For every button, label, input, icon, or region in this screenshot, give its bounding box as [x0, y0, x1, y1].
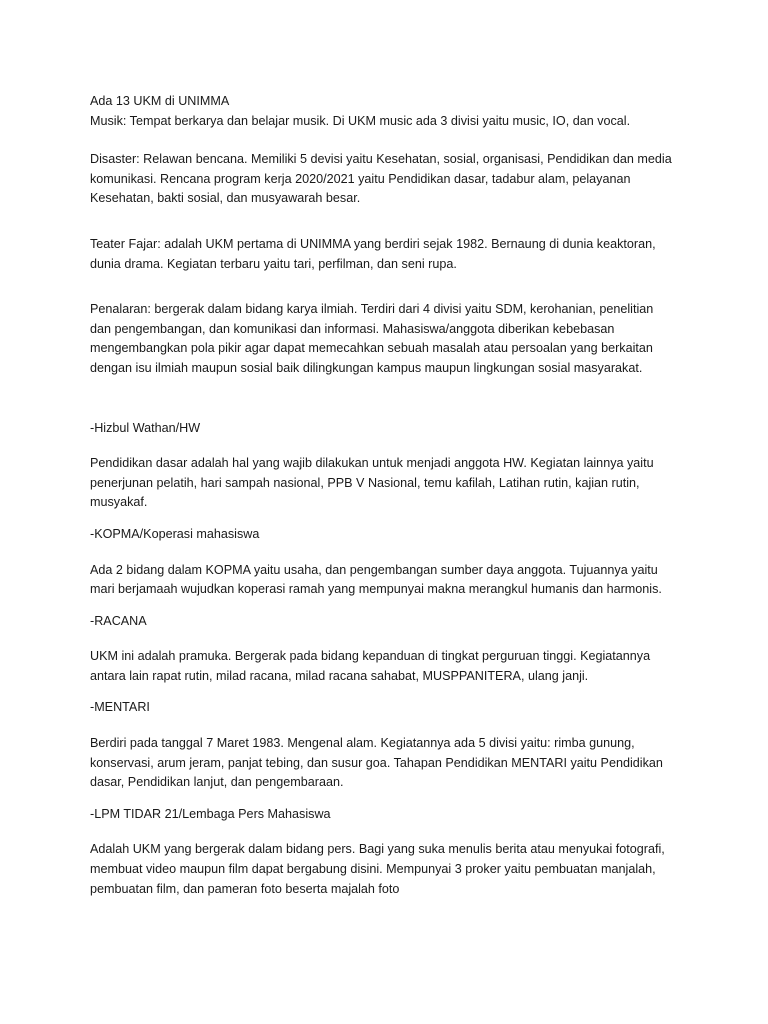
penalaran-paragraph — [90, 300, 682, 378]
paragraph-line: antara lain rapat rutin, milad racana, milad racana sahabat, MUSPPANITERA, ulang janji. — [90, 668, 589, 683]
paragraph-line: penerjunan pelatih, hari sampah nasional, PPB V Nasional, temu kafilah, Latihan rutin, kajian rutin, — [90, 475, 640, 490]
teater-paragraph — [90, 235, 682, 274]
lpm-section — [90, 805, 682, 899]
paragraph-line: Berdiri pada tanggal 7 Maret 1983. Mengenal alam. Kegiatannya ada 5 divisi yaitu: rimba gunung, — [90, 736, 635, 751]
paragraph-line: membuat video maupun film dapat bergabung disini. Mempunyai 3 proker yaitu pembuatan manjalah, — [90, 862, 656, 877]
section-heading-kopma: -KOPMA/Koperasi mahasiswa — [90, 526, 260, 541]
paragraph-line: pembuatan film, dan pameran foto beserta majalah foto — [90, 881, 400, 896]
paragraph-line: Adalah UKM yang bergerak dalam bidang pers. Bagi yang suka menulis berita atau menyukai fotografi, — [90, 842, 665, 857]
hw-section — [90, 419, 682, 513]
paragraph-line: konservasi, arum jeram, panjat tebing, dan susur goa. Tahapan Pendidikan MENTARI yaitu Pendidikan — [90, 755, 663, 770]
paragraph-line: Penalaran: bergerak dalam bidang karya ilmiah. Terdiri dari 4 divisi yaitu SDM, kerohanian, penelitian — [90, 302, 654, 317]
document-title: Ada 13 UKM di UNIMMA — [90, 94, 230, 108]
section-heading-mentari: -MENTARI — [90, 700, 150, 715]
paragraph-line: komunikasi. Rencana program kerja 2020/2021 yaitu Pendidikan dasar, tadabur alam, pelayanan — [90, 171, 631, 186]
kopma-section — [90, 525, 682, 600]
section-heading-lpm: -LPM TIDAR 21/Lembaga Pers Mahasiswa — [90, 806, 331, 821]
paragraph-line: dasar, Pendidikan lanjut, dan pengembaraan. — [90, 775, 344, 790]
paragraph-line: Teater Fajar: adalah UKM pertama di UNIMMA yang berdiri sejak 1982. Bernaung di dunia keaktoran, — [90, 236, 656, 251]
paragraph-line: dan pengembangan, dan komunikasi dan informasi. Mahasiswa/anggota diberikan kebebasan — [90, 321, 615, 336]
paragraph-line: dengan isu ilmiah maupun sosial baik dilingkungan kampus maupun lingkungan sosial masyarakat. — [90, 360, 643, 375]
paragraph-line: musyakaf. — [90, 495, 148, 510]
section-heading-racana: -RACANA — [90, 613, 147, 628]
paragraph-line: mari berjamaah wujudkan koperasi ramah yang mempunyai makna merangkul humanis dan harmonis. — [90, 582, 662, 597]
section-heading-hw: -Hizbul Wathan/HW — [90, 420, 201, 435]
intro-paragraph — [90, 92, 682, 131]
musik-text: Musik: Tempat berkarya dan belajar musik. Di UKM music ada 3 divisi yaitu music, IO, dan vocal. — [90, 113, 631, 128]
racana-section — [90, 612, 682, 687]
paragraph-line: mengembangkan pola pikir agar dapat memecahkan sebuah masalah atau persoalan yang berkaitan — [90, 341, 653, 356]
paragraph-line: Ada 2 bidang dalam KOPMA yaitu usaha, dan pengembangan sumber daya anggota. Tujuannya yaitu — [90, 562, 658, 577]
paragraph-line: Kesehatan, bakti sosial, dan musyawarah besar. — [90, 191, 361, 206]
paragraph-line: Pendidikan dasar adalah hal yang wajib dilakukan untuk menjadi anggota HW. Kegiatan lainnya yaitu — [90, 456, 654, 471]
paragraph-line: Disaster: Relawan bencana. Memiliki 5 devisi yaitu Kesehatan, sosial, organisasi, Pendidikan dan media — [90, 152, 672, 167]
paragraph-line: UKM ini adalah pramuka. Bergerak pada bidang kepanduan di tingkat perguruan tinggi. Kegiatannya — [90, 649, 651, 664]
disaster-paragraph — [90, 150, 682, 209]
paragraph-line: dunia drama. Kegiatan terbaru yaitu tari, perfilman, dan seni rupa. — [90, 256, 457, 271]
mentari-section — [90, 698, 682, 792]
